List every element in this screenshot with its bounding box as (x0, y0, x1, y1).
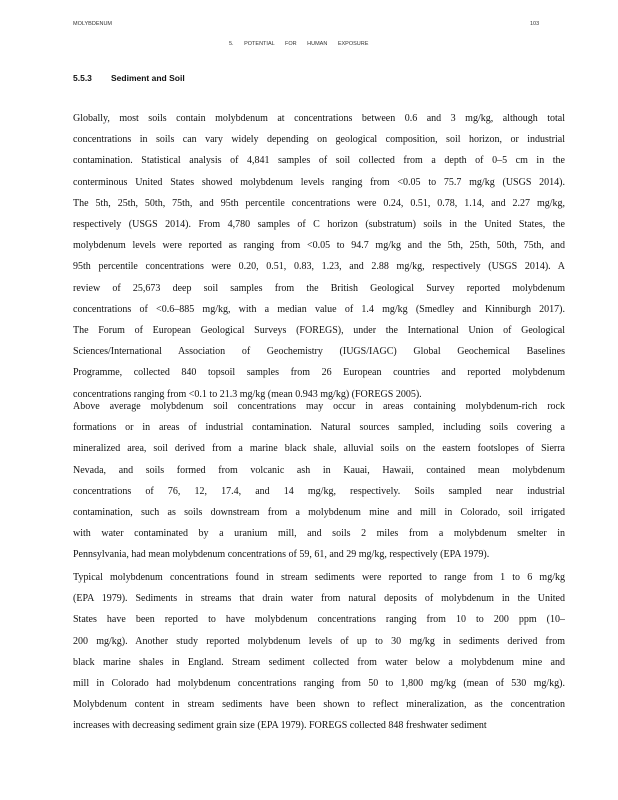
text-line: Globally, most soils contain molybdenum at concentrations between 0.6 and 3 mg/kg, although total (73, 113, 565, 124)
text-line: conterminous United States showed molybdenum levels ranging from <0.05 to 75.7 mg/kg (USGS 2014). (73, 176, 565, 188)
text-line: States have been reported to have molybdenum concentrations ranging from 10 to 200 ppm (10– (73, 614, 565, 626)
page-number: 103 (530, 21, 540, 27)
text-line: black marine shales in England. Stream sediment collected from water below a molybdenum mine and (73, 656, 565, 668)
text-line: Nevada, and soils formed from volcanic ash in Kauai, Hawaii, contained mean molybdenum (73, 464, 565, 476)
text-line: molybdenum levels were reported as ranging from <0.05 to 94.7 mg/kg and the 5th, 25th, 50th, 75th, and (73, 240, 565, 252)
text-line: respectively (USGS 2014). From 4,780 samples of C horizon (substratum) soils in the United States, the (73, 219, 565, 231)
text-line: review of 25,673 deep soil samples from the British Geological Survey reported molybdenum (73, 282, 565, 294)
text-line: formations or in areas of industrial contamination. Natural sources sampled, including soils covering a (73, 422, 565, 434)
text-line: (EPA 1979). Sediments in streams that drain water from natural deposits of molybdenum in the United (73, 593, 565, 605)
section-title: Sediment and Soil (111, 73, 185, 83)
text-line: Programme, collected 840 topsoil samples from 26 European countries and reported molybdenum (73, 367, 565, 379)
section-heading (73, 73, 185, 83)
text-line: contamination. Statistical analysis of 4,841 samples of soil collected from a depth of 0–5 cm in the (73, 155, 565, 167)
text-line: concentrations ranging from <0.1 to 21.3 mg/kg (mean 0.943 mg/kg) (FOREGS 2005). (73, 388, 422, 400)
paragraph-stream-sediments (73, 567, 565, 737)
text-line: Sciences/International Association of Geochemistry (IUGS/IAGC) Global Geochemical Baselines (73, 346, 565, 358)
text-line: 95th percentile concentrations were 0.20, 0.51, 0.83, 1.23, and 2.88 mg/kg, respectively (USGS 2014). A (73, 261, 565, 273)
text-line: mill in Colorado had molybdenum concentrations ranging from 50 to 1,800 mg/kg (mean of 530 mg/kg). (73, 678, 565, 690)
text-line: Molybdenum content in stream sediments have been shown to reflect mineralization, as the concentration (73, 699, 565, 711)
paragraph-above-average-soil (73, 396, 565, 566)
text-line: Typical molybdenum concentrations found in stream sediments were reported to range from 1 to 6 mg/kg (73, 572, 565, 583)
text-line: Above average molybdenum soil concentrations may occur in areas containing molybdenum-rich rock (73, 401, 565, 412)
text-line: mineralized area, soil derived from a marine black shale, alluvial soils on the eastern footslopes of Sierra (73, 443, 565, 455)
section-number: 5.5.3 (73, 73, 92, 83)
text-line: concentrations in soils can vary widely depending on geological composition, soil horizon, or industrial (73, 134, 565, 146)
chapter-title: 5. POTENTIAL FOR HUMAN EXPOSURE (229, 41, 369, 47)
text-line: concentrations of <0.6–885 mg/kg, with a median value of 1.4 mg/kg (Smedley and Kinniburgh 2017). (73, 303, 565, 315)
paragraph-soil-concentrations (73, 108, 565, 405)
text-line: The Forum of European Geological Surveys (FOREGS), under the International Union of Geological (73, 325, 565, 337)
running-title: MOLYBDENUM (73, 21, 113, 27)
text-line: contamination, such as soils downstream from a molybdenum mine and mill in Colorado, soil irrigated (73, 507, 565, 519)
text-line: with water contaminated by a uranium mill, and soils 2 miles from a molybdenum smelter in (73, 528, 565, 540)
text-line: The 5th, 25th, 50th, 75th, and 95th percentile concentrations were 0.24, 0.51, 0.78, 1.14, and 2.27 mg/kg, (73, 197, 565, 209)
text-line: concentrations of 76, 12, 17.4, and 14 mg/kg, respectively. Soils sampled near industrial (73, 485, 565, 497)
text-line: increases with decreasing sediment grain size (EPA 1979). FOREGS collected 848 freshwater sediment (73, 720, 487, 732)
text-line: 200 mg/kg). Another study reported molybdenum levels of up to 30 mg/kg in sediments derived from (73, 635, 565, 647)
text-line: Pennsylvania, had mean molybdenum concentrations of 59, 61, and 29 mg/kg, respectively (EPA 1979). (73, 549, 490, 561)
